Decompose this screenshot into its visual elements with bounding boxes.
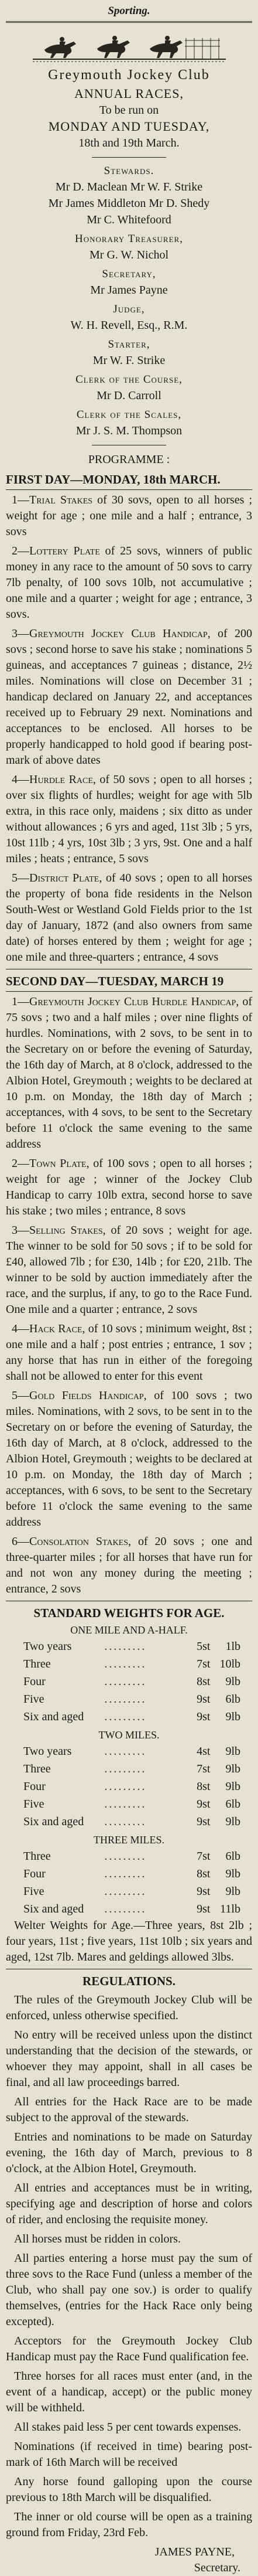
regulation-paragraph: Entries and nominations to be made on Saturday evening, the 16th day of March, previous to 8 o'clock, at the Albion Hotel, Greymouth. (6, 2131, 252, 2175)
stone-cell: 7st (197, 1850, 211, 1863)
race-title: 1—Trial Stakes (12, 494, 93, 506)
race-text: of 25 sovs, winners of public money in any race to the amount of 50 sovs to carry 7lb penalty, of 100 sovs 10lb, not accumulative ; one mile and a quarter ; weight for age ; entrance, 3 sovs. (6, 545, 252, 621)
stone-cell: 9st (197, 1693, 211, 1706)
regulation-paragraph: Nominations (if received in time) bearing post-mark of 16th March will be received (6, 2440, 252, 2469)
pound-cell: 6lb (225, 1693, 240, 1706)
stewards-row: Mr James Middleton Mr D. Shedy (48, 197, 210, 210)
newspaper-page (6, 0, 253, 2574)
race-entry (6, 1534, 252, 1597)
age-cell: Two years (23, 1640, 72, 1653)
pound-cell: 9lb (225, 1885, 240, 1898)
stone-cell: 4st (197, 1745, 211, 1758)
stone-cell: 7st (197, 1762, 211, 1775)
race-title: 4—Hurdle Race, (12, 773, 96, 786)
race-entry (6, 994, 252, 1152)
race-text: of 50 sovs ; open to all horses ; over six flights of hurdles; weight for age with 5lb extra, in this race only, maidens ; six ditto as under without allowances ; 6 yrs and aged, 11st 3lb ; 5 yrs, 10st 11lb ; 4 yrs, 10st 3lb ; 3 yrs, 9st. One and a half miles ; heats ; entrance, 5 sovs (6, 773, 252, 865)
race-text: of 30 sovs, open to all horses ; weight for age ; one mile and a half ; entrance, 3 sovs (6, 494, 253, 538)
race-text: of 20 sovs ; weight for age. The winner to be sold for 50 sovs ; if to be sold for £40, allowed 7lb ; for £30, 14lb ; for £20, 21lb. The winner to be sold by auction immediately after the race, and the surplus, if any, to go to the Race Fund. One mile and a quarter ; entrance, 2 sovs (6, 1224, 252, 1316)
race-title: 3—Selling Stakes, (12, 1224, 106, 1237)
race-text: of 100 sovs ; two miles. Nominations, with 2 sovs, to be sent in to the Secretary on or before the evening of Saturday, the 16th day of March, at 8 o'clock, addressed to the Albion Hotel, Greymouth ; weights to be declared at 10 p.m. on Monday, the 18th day of March ; acceptances, with 6 sovs, to be sent to the Secretary before 11 o'clock the same evening to the same address (6, 1389, 253, 1529)
header-annual-races: ANNUAL RACES, (74, 86, 184, 101)
stone-cell: 9st (197, 1710, 211, 1723)
age-cell: Six and aged (23, 1903, 84, 1915)
pound-cell: 1lb (225, 1640, 240, 1653)
regulations-list (6, 1992, 252, 2541)
stone-cell: 8st (197, 1867, 211, 1880)
regulation-paragraph: Any horse found galloping upon the course previous to 18th March will be disqualified. (6, 2475, 252, 2504)
table-row (6, 1690, 252, 1708)
pound-cell: 11lb (220, 1903, 240, 1915)
table-row (6, 1813, 252, 1830)
stone-cell: 8st (197, 1675, 211, 1688)
table-row (6, 1795, 252, 1813)
clerk-scales-label: Clerk of the Scales, (76, 409, 182, 421)
race-entry (6, 1156, 252, 1219)
starter-name: Mr W. F. Strike (92, 354, 166, 367)
leader-dots: ......... (104, 1745, 147, 1758)
regulation-paragraph: Three horses for all races must enter (and, in the event of a handicap, accept) or the public money will be withheld. (6, 2370, 252, 2414)
table-row (6, 1778, 252, 1795)
age-cell: Four (23, 1780, 46, 1793)
pound-cell: 10lb (219, 1658, 240, 1670)
clerk-course-name: Mr D. Carroll (97, 389, 161, 402)
table-row (6, 1865, 252, 1883)
race-title: 6—Consolation Stakes, (12, 1535, 132, 1548)
divider (92, 157, 166, 158)
stone-cell: 5st (197, 1640, 211, 1653)
table-row (6, 1638, 252, 1655)
first-day-title: FIRST DAY—MONDAY, 18th MARCH. (6, 472, 221, 486)
signature-title: Secretary. (194, 2561, 240, 2574)
age-cell: Two years (23, 1745, 72, 1758)
table-row (6, 1760, 252, 1778)
divider (6, 21, 252, 23)
section-title: Sporting. (108, 5, 150, 17)
welter-weights: Welter Weights for Age.—Three years, 8st 2lb ; four years, 11st ; five years, 11st 10lb ; six years and aged, 12st 7lb. Mares and geldings allowed 3lbs. (6, 1919, 252, 1964)
regulation-paragraph: No entry will be received unless upon the distinct understanding that the decision of the stewards, or whoever they may appoint, shall in all cases be final, and all law proceedings barred. (6, 2029, 252, 2089)
table-row (6, 1655, 252, 1673)
age-cell: Six and aged (23, 1710, 84, 1723)
distance-heading: ONE MILE AND A-HALF. (70, 1624, 188, 1636)
race-entry (6, 1321, 252, 1384)
race-entry (6, 772, 252, 867)
race-entry (6, 543, 252, 622)
clerk-course-label: Clerk of the Course, (75, 373, 183, 386)
leader-dots: ......... (104, 1850, 147, 1863)
leader-dots: ......... (104, 1762, 147, 1775)
age-cell: Five (23, 1693, 44, 1706)
stone-cell: 9st (197, 1903, 211, 1915)
header-dates: 18th and 19th March. (78, 137, 180, 149)
regulations-title: REGULATIONS. (82, 1974, 176, 1988)
regulation-paragraph: The rules of the Greymouth Jockey Club will be enforced, unless otherwise specified. (6, 1993, 252, 2022)
programme-label: PROGRAMME : (88, 453, 170, 466)
weights-table (6, 1743, 252, 1830)
age-cell: Three (23, 1762, 51, 1775)
race-entry (6, 870, 252, 965)
race-text: of 10 sovs ; minimum weight, 8st ; one mile and a half ; post entries ; entrance, 1 sov ; any horse that has run in either of the foregoing shall not be allowed to enter for this event (6, 1322, 253, 1383)
pound-cell: 6lb (225, 1850, 240, 1863)
pound-cell: 9lb (225, 1780, 240, 1793)
stone-cell: 9st (197, 1885, 211, 1898)
race-entry (6, 492, 252, 540)
weights-title: STANDARD WEIGHTS FOR AGE. (33, 1606, 225, 1620)
leader-dots: ......... (104, 1885, 147, 1898)
stone-cell: 9st (197, 1798, 211, 1811)
race-text: of 75 sovs ; two and a half miles ; over nine flights of hurdles. Nominations, with 2 sovs, to be sent in to the Secretary on or before the evening of Saturday, the 16th day of March, at 8 o'clock, addressed to the Albion Hotel, Greymouth ; weights to be declared at 10 p.m. on Monday, the 18th day of March ; acceptances, with 4 sovs, to be sent to the Secretary before 11 o'clock the same evening to the same address (6, 995, 252, 1151)
age-cell: Five (23, 1798, 44, 1811)
leader-dots: ......... (104, 1640, 147, 1653)
stone-cell: 8st (197, 1780, 211, 1793)
divider (6, 991, 252, 992)
racing-horses-engraving (33, 26, 226, 64)
age-cell: Three (23, 1850, 51, 1863)
stone-cell: 7st (197, 1658, 211, 1670)
race-title: 5—Gold Fields Handicap, (12, 1389, 147, 1402)
leader-dots: ......... (104, 1798, 147, 1811)
age-cell: Five (23, 1885, 44, 1898)
treasurer-name: Mr G. W. Nichol (90, 249, 168, 261)
regulation-paragraph: All stakes paid less 5 per cent towards expenses. (14, 2421, 242, 2434)
first-day-races (6, 492, 252, 965)
race-entry (6, 626, 252, 768)
signature-name: JAMES PAYNE, (154, 2546, 235, 2558)
secretary-name: Mr James Payne (90, 284, 168, 297)
second-day-title: SECOND DAY—TUESDAY, MARCH 19 (6, 974, 224, 988)
leader-dots: ......... (104, 1780, 147, 1793)
regulation-paragraph: All entries and acceptances must be in writing, specifying age and description of horse and colors of rider, and enclosing the requisite money. (6, 2182, 252, 2226)
leader-dots: ......... (104, 1693, 147, 1706)
pound-cell: 9lb (225, 1710, 240, 1723)
leader-dots: ......... (104, 1710, 147, 1723)
table-row (6, 1708, 252, 1726)
race-text: of 20 sovs ; one and three-quarter miles ; for all horses that have run for and not won any money during the meeting ; entrance, 2 sovs (6, 1535, 252, 1595)
table-row (6, 1883, 252, 1900)
table-row (6, 1743, 252, 1760)
weights-table (6, 1638, 252, 1726)
club-name: Greymouth Jockey Club (48, 67, 210, 83)
race-entry (6, 1223, 252, 1318)
pound-cell: 9lb (225, 1762, 240, 1775)
leader-dots: ......... (104, 1675, 147, 1688)
race-text: of 200 sovs ; second horse to save his stake ; nominations 5 guineas, and acceptances 7 guineas ; distance, 2½ miles. Nominations will close on December 31 ; handicap declared on January 22, and acceptances received up to February 29 next. Nominations and acceptances to be enclosed. All horses to be properly handicapped to hold good if bearing post-mark of above dates (6, 627, 252, 767)
race-title: 1—Greymouth Jockey Club Hurdle Handicap, (12, 995, 239, 1008)
judge-name: W. H. Revell, Esq., R.M. (70, 319, 188, 332)
weights-table (6, 1847, 252, 1918)
table-row (6, 1673, 252, 1690)
race-title: 2—Lottery Plate (12, 545, 100, 557)
table-row (6, 1900, 252, 1918)
leader-dots: ......... (104, 1815, 147, 1828)
race-title: 2—Town Plate, (12, 1157, 90, 1170)
pound-cell: 9lb (225, 1675, 240, 1688)
age-cell: Three (23, 1658, 51, 1670)
leader-dots: ......... (104, 1867, 147, 1880)
secretary-label: Secretary, (102, 268, 156, 280)
second-day-races (6, 994, 252, 1597)
stone-cell: 9st (197, 1815, 211, 1828)
stewards-label: Stewards. (104, 165, 154, 177)
stewards-row: Mr D. Maclean Mr W. F. Strike (55, 181, 203, 193)
treasurer-label: Honorary Treasurer, (75, 233, 183, 245)
distance-heading: THREE MILES. (94, 1834, 164, 1846)
regulation-paragraph: Acceptors for the Greymouth Jockey Club Handicap must pay the Race Fund qualification fee. (6, 2335, 252, 2363)
age-cell: Four (23, 1867, 46, 1880)
distance-heading: TWO MILES. (98, 1729, 160, 1741)
leader-dots: ......... (104, 1903, 147, 1915)
stewards-row: Mr C. Whitefoord (87, 213, 171, 226)
race-title: 4—Hack Race, (12, 1322, 85, 1335)
starter-label: Starter, (108, 338, 150, 351)
regulation-paragraph: All entries for the Hack Race are to be made subject to the approval of the stewards. (6, 2095, 252, 2124)
judge-label: Judge, (113, 303, 145, 315)
header-days: MONDAY AND TUESDAY, (48, 119, 210, 134)
leader-dots: ......... (104, 1658, 147, 1670)
race-text: of 100 sovs ; open to all horses ; weight for age ; winner of the Jockey Club Handicap to carry 10lb extra, second horse to save his stake ; two miles ; entrance, 8 sovs (6, 1157, 253, 1217)
regulation-paragraph: All horses must be ridden in colors. (14, 2233, 181, 2245)
regulation-paragraph: The inner or old course will be open as a training ground from Friday, 23rd Feb. (6, 2510, 252, 2539)
pound-cell: 9lb (225, 1815, 240, 1828)
race-entry (6, 1388, 252, 1530)
regulation-paragraph: All parties entering a horse must pay the sum of three sovs to the Race Fund (unless a member of the Club, who shall pay one sov.) is order to qualify themselves, (entries for the Hack Race only being excepted). (6, 2252, 252, 2328)
pound-cell: 9lb (225, 1867, 240, 1880)
header-to-be-run: To be run on (99, 104, 159, 117)
race-text: of 40 sovs ; open to all horses the property of bona fide residents in the Nelson South-West or Westland Gold Fields prior to the 1st day of January, 1872 (and also owners from same date) of horses entered by them ; weight for age ; one mile and three-quarters ; entrance, 4 sovs (6, 872, 253, 964)
age-cell: Four (23, 1675, 46, 1688)
pound-cell: 9lb (225, 1745, 240, 1758)
race-title: 3—Greymouth Jockey Club Handicap, (12, 627, 211, 640)
age-cell: Six and aged (23, 1815, 84, 1828)
clerk-scales-name: Mr J. S. M. Thompson (75, 424, 183, 437)
pound-cell: 6lb (225, 1798, 240, 1811)
divider (6, 489, 252, 490)
race-title: 5—District Plate, (12, 872, 102, 884)
table-row (6, 1847, 252, 1865)
